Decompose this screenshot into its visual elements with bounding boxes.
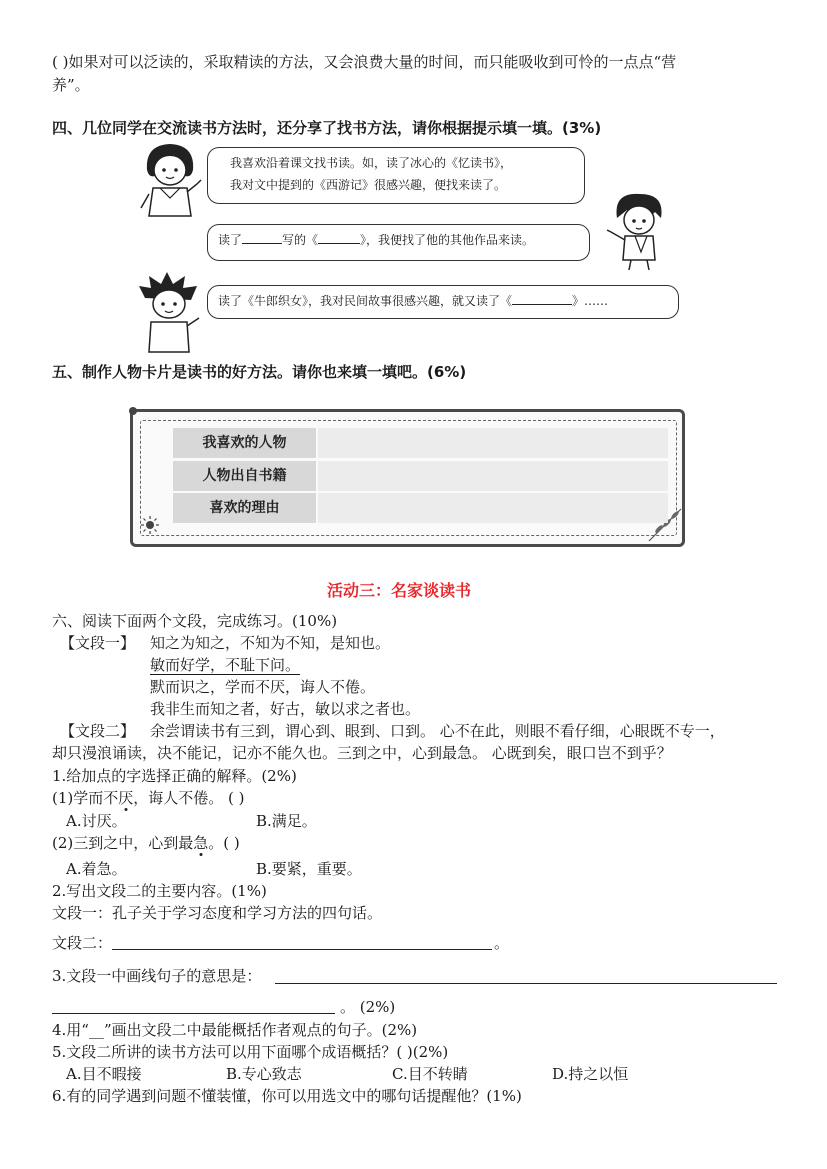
card-label-reason: 喜欢的理由	[173, 493, 316, 523]
card-label-source-book: 人物出自书籍	[173, 461, 316, 491]
folk-story-book-blank[interactable]	[512, 290, 572, 305]
speech-bubble-3	[207, 285, 679, 319]
section-5-title: 五、制作人物卡片是读书的好方法。请你也来填一填吧。(6%)	[52, 363, 467, 381]
passage-1-line-3: 默而识之，学而不厌，诲人不倦。	[150, 678, 376, 696]
q2-passage-1-answer: 文段一：孔子关于学习态度和学习方法的四句话。	[52, 904, 383, 922]
section-6-title: 六、阅读下面两个文段，完成练习。(10%)	[52, 612, 338, 630]
passage-1-line-4: 我非生而知之者，好古，敏以求之者也。	[150, 700, 421, 718]
q1-1-option-a: A.讨厌。	[66, 812, 127, 830]
question-1: 1.给加点的字选择正确的解释。(2%)	[52, 767, 297, 785]
q2-passage-2-label: 文段二：	[52, 934, 113, 952]
q5-option-b: B.专心致志	[226, 1065, 302, 1083]
q5-option-a: A.目不暇接	[66, 1065, 142, 1083]
girl-illustration	[135, 140, 205, 220]
book-title-blank[interactable]	[318, 229, 360, 244]
q5-option-c: C.目不转睛	[392, 1065, 468, 1083]
q2-answer-line[interactable]	[112, 949, 492, 950]
question-1-2	[52, 833, 240, 853]
card-field-reason[interactable]	[318, 493, 668, 523]
question-1-1	[52, 788, 245, 808]
passage-1-label: 【文段一】	[60, 634, 136, 652]
passage-2-line-2: 却只漫浪诵读，决不能记，记亦不能久也。三到之中，心到最急。 心既到矣，眼口岂不到乎？	[52, 744, 672, 762]
bubble-3-text-a: 读了《牛郎织女》，我对民间故事很感兴趣，就又读了《	[218, 294, 513, 308]
spiky-hair-boy-illustration	[135, 272, 205, 354]
author-blank[interactable]	[242, 229, 282, 244]
q1-2-text-b: 。( )	[208, 834, 240, 852]
bubble-1-line-1: 我喜欢沿着课文找书读。如，读了冰心的《忆读书》，	[230, 156, 513, 170]
bubble-2-text-c: 》，我便找了他的其他作品来读。	[360, 233, 535, 247]
sun-icon	[140, 515, 160, 535]
bubble-1-line-2: 我对文中提到的《西游记》很感兴趣，便找来读了。	[230, 178, 507, 192]
q1-2-option-a: A.着急。	[66, 860, 127, 878]
card-label-favorite-character: 我喜欢的人物	[173, 428, 316, 458]
q1-1-text-b: ，诲人不倦。 ( )	[133, 789, 245, 807]
q1-1-option-b: B.满足。	[256, 812, 317, 830]
q1-1-dotted-char: 厌	[118, 789, 134, 807]
passage-2-line-1: 余尝谓读书有三到，谓心到、眼到、口到。 心不在此，则眼不看仔细，心眼既不专一，	[150, 722, 725, 740]
question-2: 2.写出文段二的主要内容。(1%)	[52, 882, 267, 900]
bubble-3-text-b: 》……	[572, 294, 609, 308]
question-4: 4.用“__”画出文段二中最能概括作者观点的句子。(2%)	[52, 1021, 418, 1039]
card-field-favorite-character[interactable]	[318, 428, 668, 458]
activity-3-title: 活动三：名家谈读书	[327, 581, 472, 600]
card-field-source-book[interactable]	[318, 461, 668, 491]
q3-end-mark: 。 (2%)	[340, 998, 396, 1016]
speech-bubble-2	[207, 224, 590, 261]
passage-1-line-1: 知之为知之，不知为不知，是知也。	[150, 634, 391, 652]
bubble-2-text-a: 读了	[218, 233, 243, 247]
q1-2-text-a: (2)三到之中，心到最	[52, 834, 194, 852]
intro-line-1: ( )如果对可以泛读的，采取精读的方法，又会浪费大量的时间，而只能吸收到可怜的一点点“营	[52, 53, 677, 71]
question-6: 6.有的同学遇到问题不懂装懂，你可以用选文中的哪句话提醒他？(1%)	[52, 1087, 522, 1105]
section-4-title: 四、几位同学在交流读书方法时，还分享了找书方法，请你根据提示填一填。(3%)	[52, 119, 602, 137]
intro-line-2: 养”。	[52, 76, 90, 94]
q1-2-option-b: B.要紧，重要。	[256, 860, 362, 878]
bubble-2-text-b: 写的《	[282, 233, 319, 247]
question-5: 5.文段二所讲的读书方法可以用下面哪个成语概括？( )(2%)	[52, 1043, 449, 1061]
passage-1-line-2-underlined: 敏而好学，不耻下问。	[150, 656, 301, 674]
q5-option-d: D.持之以恒	[552, 1065, 629, 1083]
q1-2-dotted-char: 急	[193, 834, 209, 852]
boy-illustration	[605, 190, 670, 272]
q2-end-mark: 。	[494, 934, 510, 952]
speech-bubble-1	[207, 147, 585, 204]
q3-answer-line-2[interactable]	[52, 1013, 335, 1014]
question-3: 3.文段一中画线句子的意思是：	[52, 967, 262, 985]
passage-2-label: 【文段二】	[60, 722, 136, 740]
q1-1-text-a: (1)学而不	[52, 789, 119, 807]
q3-answer-line-1[interactable]	[275, 983, 777, 984]
pin-icon	[126, 404, 140, 418]
